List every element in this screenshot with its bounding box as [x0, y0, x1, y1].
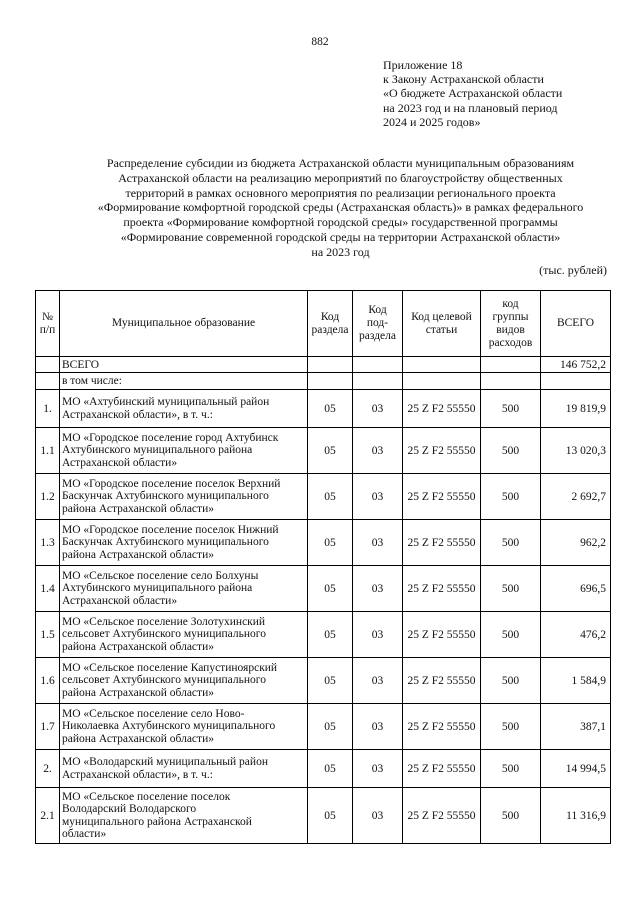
table-row [36, 520, 611, 566]
row-expense: 500 [481, 390, 541, 428]
row-amount: 19 819,9 [541, 390, 611, 428]
table-row [36, 566, 611, 612]
row-subsection: 03 [353, 566, 403, 612]
row-subsection: 03 [353, 612, 403, 658]
row-municipality: МО «Городское поселение поселок Верхний Баскунчак Ахтубинского муниципального района Астраханской области» [60, 474, 308, 520]
header-subsection: Код под- раздела [353, 291, 403, 357]
row-target: 25 Z F2 55550 [403, 788, 481, 844]
row-section: 05 [308, 704, 353, 750]
row-num: 1.1 [36, 428, 60, 474]
subsidy-table [35, 290, 611, 844]
row-section: 05 [308, 612, 353, 658]
heading-line: территорий в рамках основного мероприятия по реализации регионального проекта [125, 185, 556, 200]
row-amount: 13 020,3 [541, 428, 611, 474]
heading-line: «Формирование комфортной городской среды (Астраханская область)» в рамках федерального [97, 200, 584, 215]
appendix-line: на 2023 год и на плановый период [383, 100, 558, 115]
appendix-block [383, 58, 633, 129]
row-section: 05 [308, 428, 353, 474]
row-target: 25 Z F2 55550 [403, 474, 481, 520]
header-total: ВСЕГО [541, 291, 611, 357]
header-target: Код целевой статьи [403, 291, 481, 357]
row-section: 05 [308, 566, 353, 612]
row-expense: 500 [481, 428, 541, 474]
row-section: 05 [308, 750, 353, 788]
table-row [36, 658, 611, 704]
row-amount: 11 316,9 [541, 788, 611, 844]
row-amount: 2 692,7 [541, 474, 611, 520]
heading-line: Астраханской области на реализацию мероприятий по благоустройству общественных [118, 170, 563, 185]
row-num: 1.7 [36, 704, 60, 750]
row-subsection: 03 [353, 750, 403, 788]
row-num: 1.5 [36, 612, 60, 658]
row-expense: 500 [481, 612, 541, 658]
row-target: 25 Z F2 55550 [403, 704, 481, 750]
row-target: 25 Z F2 55550 [403, 566, 481, 612]
row-num: 1.6 [36, 658, 60, 704]
total-amount: 146 752,2 [541, 357, 611, 373]
row-amount: 1 584,9 [541, 658, 611, 704]
total-row [36, 357, 611, 373]
row-target: 25 Z F2 55550 [403, 428, 481, 474]
row-expense: 500 [481, 566, 541, 612]
row-municipality: МО «Сельское поселение Капустиноярский сельсовет Ахтубинского муниципального района Астраханской области» [60, 658, 308, 704]
row-target: 25 Z F2 55550 [403, 390, 481, 428]
appendix-line: 2024 и 2025 годов» [383, 114, 481, 129]
row-municipality: МО «Сельское поселение село Болхуны Ахтубинского муниципального района Астраханской области» [60, 566, 308, 612]
appendix-line: Приложение 18 [383, 58, 463, 72]
row-target: 25 Z F2 55550 [403, 658, 481, 704]
row-municipality: МО «Володарский муниципальный район Астраханской области», в т. ч.: [60, 750, 308, 788]
total-label: ВСЕГО [60, 357, 308, 373]
row-num: 1. [36, 390, 60, 428]
table-row [36, 390, 611, 428]
document-heading [78, 156, 603, 260]
including-label: в том числе: [60, 373, 308, 390]
row-num: 2. [36, 750, 60, 788]
header-num: № п/п [36, 291, 60, 357]
including-row [36, 373, 611, 390]
heading-line: проекта «Формирование комфортной городской среды» государственной программы [123, 215, 558, 230]
table-row [36, 788, 611, 844]
row-subsection: 03 [353, 390, 403, 428]
header-municipality: Муниципальное образование [60, 291, 308, 357]
row-subsection: 03 [353, 658, 403, 704]
table-row [36, 428, 611, 474]
row-target: 25 Z F2 55550 [403, 612, 481, 658]
row-expense: 500 [481, 658, 541, 704]
row-amount: 696,5 [541, 566, 611, 612]
row-subsection: 03 [353, 788, 403, 844]
row-target: 25 Z F2 55550 [403, 520, 481, 566]
row-num: 2.1 [36, 788, 60, 844]
header-expense: код группы видов расходов [481, 291, 541, 357]
row-amount: 962,2 [541, 520, 611, 566]
row-municipality: МО «Сельское поселение Золотухинский сельсовет Ахтубинского муниципального района Астраханской области» [60, 612, 308, 658]
row-expense: 500 [481, 750, 541, 788]
heading-line: «Формирование современной городской среды на территории Астраханской области» [120, 229, 561, 244]
row-amount: 14 994,5 [541, 750, 611, 788]
row-section: 05 [308, 788, 353, 844]
row-num: 1.4 [36, 566, 60, 612]
units-label: (тыс. рублей) [539, 263, 607, 277]
row-municipality: МО «Сельское поселение село Ново- Николаевка Ахтубинского муниципального района Астраханской области» [60, 704, 308, 750]
row-section: 05 [308, 390, 353, 428]
row-expense: 500 [481, 704, 541, 750]
table-row [36, 750, 611, 788]
heading-line: на 2023 год [311, 244, 370, 259]
row-section: 05 [308, 658, 353, 704]
heading-line: Распределение субсидии из бюджета Астраханской области муниципальным образованиям [106, 156, 575, 170]
row-subsection: 03 [353, 520, 403, 566]
row-num: 1.2 [36, 474, 60, 520]
row-expense: 500 [481, 520, 541, 566]
row-subsection: 03 [353, 474, 403, 520]
row-subsection: 03 [353, 704, 403, 750]
row-target: 25 Z F2 55550 [403, 750, 481, 788]
appendix-line: «О бюджете Астраханской области [383, 86, 563, 101]
appendix-line: к Закону Астраханской области [383, 72, 544, 87]
row-amount: 387,1 [541, 704, 611, 750]
row-section: 05 [308, 520, 353, 566]
row-expense: 500 [481, 474, 541, 520]
row-subsection: 03 [353, 428, 403, 474]
table-row [36, 704, 611, 750]
row-section: 05 [308, 474, 353, 520]
row-municipality: МО «Ахтубинский муниципальный район Астраханской области», в т. ч.: [60, 390, 308, 428]
page-number: 882 [311, 36, 329, 48]
row-num: 1.3 [36, 520, 60, 566]
row-municipality: МО «Сельское поселение поселок Володарский Володарского муниципального района Астраханской области» [60, 788, 308, 844]
table-header-row [36, 291, 611, 357]
table-row [36, 612, 611, 658]
row-municipality: МО «Городское поселение поселок Нижний Баскунчак Ахтубинского муниципального района Астраханской области» [60, 520, 308, 566]
row-amount: 476,2 [541, 612, 611, 658]
row-expense: 500 [481, 788, 541, 844]
table-row [36, 474, 611, 520]
row-municipality: МО «Городское поселение город Ахтубинск Ахтубинского муниципального района Астраханской области» [60, 428, 308, 474]
header-section: Код раздела [308, 291, 353, 357]
